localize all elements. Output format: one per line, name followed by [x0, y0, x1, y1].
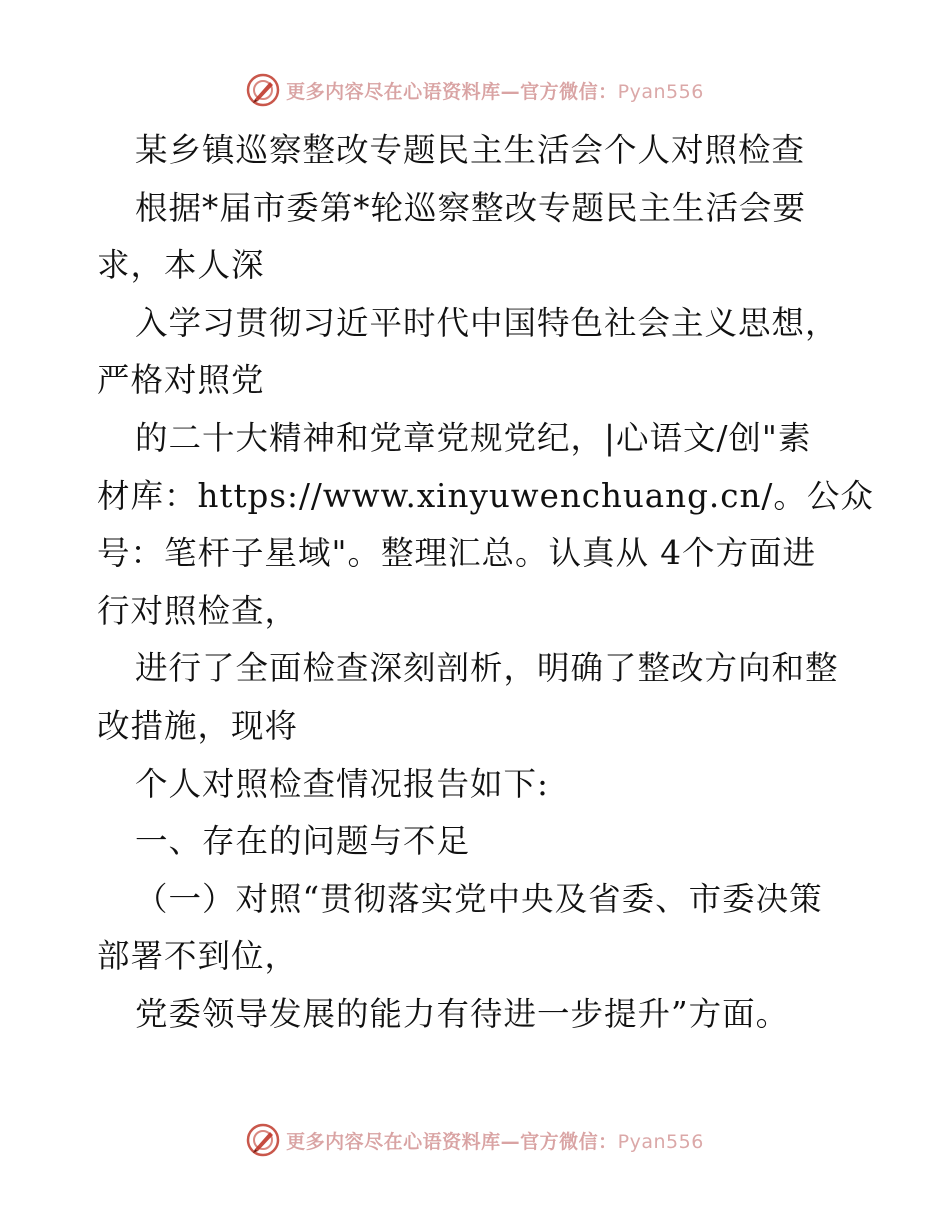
document-line: 改措施，现将: [97, 706, 299, 745]
watermark-label: 更多内容尽在心语资料库—官方微信：: [286, 1130, 618, 1153]
document-line: 根据*届市委第*轮巡察整改专题民主生活会要: [135, 188, 807, 227]
document-line: 材库：https://www.xinyuwenchuang.cn/。公众: [97, 476, 874, 515]
document-body: [97, 122, 874, 1044]
pen-logo-icon: [246, 1123, 280, 1157]
watermark-text: [286, 77, 704, 104]
header-watermark: [0, 70, 950, 110]
document-line: 严格对照党: [97, 361, 265, 400]
document-line: （一）对照“贯彻落实党中央及省委、市委决策: [135, 879, 823, 918]
document-line: 一、存在的问题与不足: [135, 822, 471, 861]
watermark-label: 更多内容尽在心语资料库—官方微信：: [286, 80, 618, 103]
footer-watermark: [0, 1120, 950, 1160]
document-line: 入学习贯彻习近平时代中国特色社会主义思想，: [135, 303, 839, 342]
document-line: 号：笔杆子星域"。整理汇总。认真从 4个方面进: [97, 534, 816, 573]
watermark-wechat-id: Pyan556: [617, 80, 704, 103]
document-line: 个人对照检查情况报告如下:: [135, 764, 549, 803]
document-line: 进行了全面检查深刻剖析，明确了整改方向和整: [135, 649, 839, 688]
document-line: 求，本人深: [97, 246, 265, 285]
document-line: 部署不到位，: [97, 937, 299, 976]
watermark-text: [286, 1127, 704, 1154]
document-line: 行对照检查，: [97, 591, 299, 630]
document-line: 的二十大精神和党章党规党纪，|心语文/创"素: [135, 418, 812, 457]
document-line: 某乡镇巡察整改专题民主生活会个人对照检查: [135, 131, 806, 169]
document-line: 党委领导发展的能力有待进一步提升”方面。: [135, 994, 790, 1033]
pen-logo-icon: [246, 73, 280, 107]
watermark-wechat-id: Pyan556: [617, 1130, 704, 1153]
